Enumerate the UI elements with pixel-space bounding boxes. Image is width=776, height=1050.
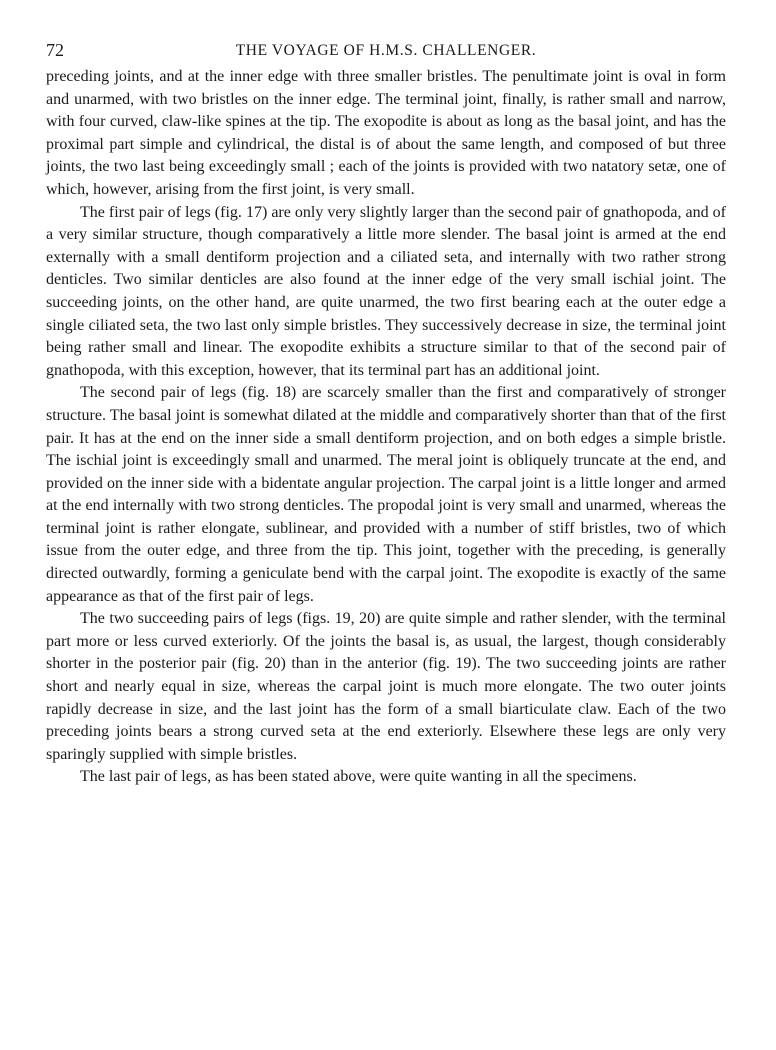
page-number: 72 bbox=[46, 40, 64, 60]
paragraph-succeeding-pairs-of-legs: The two succeeding pairs of legs (figs. 19, 20) are quite simple and rather slender, with the terminal part more or less curved exteriorly. Of the joints the basal is, as usual, the largest, though considerably shorter in the posterior pair (fig. 20) than in the anterior (fig. 19). The two succeeding joints are rather short and nearly equal in size, whereas the carpal joint is much more elongate. The two outer joints rapidly decrease in size, and the last joint has the form of a small biarticulate claw. Each of the two preceding joints bears a strong curved seta at the end exteriorly. Elsewhere these legs are only very sparingly supplied with simple bristles. bbox=[46, 610, 726, 763]
running-title: THE VOYAGE OF H.M.S. CHALLENGER. bbox=[235, 42, 537, 59]
running-head bbox=[46, 40, 726, 66]
paragraph-continued: preceding joints, and at the inner edge with three smaller bristles. The penultimate joint is oval in form and unarmed, with two bristles on the inner edge. The terminal joint, finally, is rather small and narrow, with four curved, claw-like spines at the tip. The exopodite is about as long as the basal joint, and has the proximal part simple and cylindrical, the distal is of about the same length, and composed of but three joints, the two last being exceedingly small ; each of the joints is provided with two natatory setæ, one of which, however, arising from the first joint, is very small. bbox=[46, 68, 726, 198]
body-text bbox=[46, 66, 726, 789]
paragraph-second-pair-of-legs: The second pair of legs (fig. 18) are scarcely smaller than the first and comparatively of stronger structure. The basal joint is somewhat dilated at the middle and comparatively shorter than that of the first pair. It has at the end on the inner side a small dentiform projection, and on both edges a simple bristle. The ischial joint is exceedingly small and unarmed. The meral joint is obliquely truncate at the end, and provided on the inner side with a bidentate angular projection. The carpal joint is a little longer and armed at the end internally with two strong denticles. The propodal joint is very small and unarmed, whereas the terminal joint is rather elongate, sublinear, and provided with a number of stiff bristles, two of which issue from the outer edge, and three from the tip. This joint, together with the preceding, is generally directed outwardly, forming a geniculate bend with the carpal joint. The exopodite is exactly of the same appearance as that of the first pair of legs. bbox=[46, 384, 726, 605]
book-page bbox=[46, 40, 726, 789]
paragraph-last-pair-of-legs: The last pair of legs, as has been stated above, were quite wanting in all the specimens. bbox=[80, 768, 637, 786]
paragraph-first-pair-of-legs: The first pair of legs (fig. 17) are only very slightly larger than the second pair of gnathopoda, and of a very similar structure, though comparatively a little more slender. The basal joint is armed at the end externally with a small dentiform projection and a ciliated seta, and internally with two rather strong denticles. Two similar denticles are also found at the inner edge of the very small ischial joint. The succeeding joints, on the other hand, are quite unarmed, the two first bearing each at the outer edge a single ciliated seta, the two last only simple bristles. They successively decrease in size, the terminal joint being rather small and linear. The exopodite exhibits a structure similar to that of the second pair of gnathopoda, with this exception, however, that its terminal part has an additional joint. bbox=[46, 203, 726, 379]
